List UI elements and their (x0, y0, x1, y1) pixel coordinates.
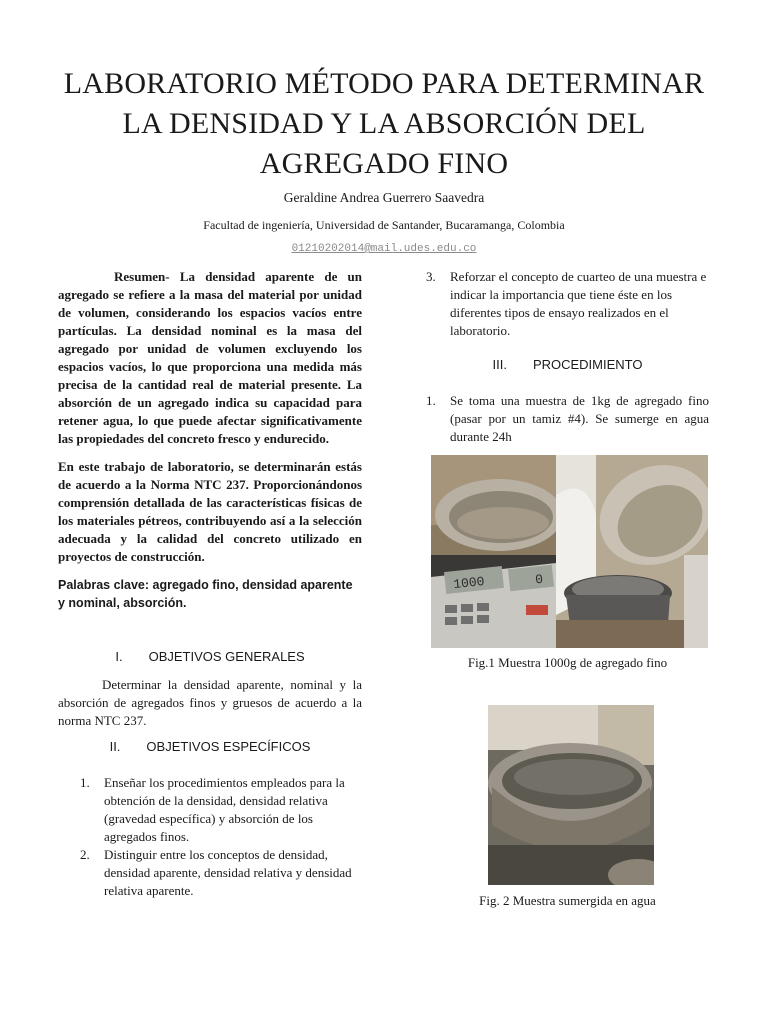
scale-display-1: 1000 (452, 573, 486, 593)
objetivos-especificos-list-continued (426, 268, 709, 340)
list-item (426, 268, 709, 340)
figure-2-caption: Fig. 2 Muestra sumergida en agua (479, 893, 656, 908)
left-column (58, 268, 362, 900)
sieve-pouring-icon (556, 455, 708, 648)
figure-1-photo-right (556, 455, 708, 648)
list-number: 3. (426, 269, 436, 284)
section-number: III. (492, 357, 507, 372)
abstract-paragraph-2: En este trabajo de laboratorio, se determinarán estás de acuerdo a la Norma NTC 237. Proporcionándonos comprensión detallada de las características físicas de los materiales pétreos, contribuyendo así a la selección adecuada y la calidad del concreto utilizado en proyectos de construcción. (58, 459, 362, 564)
figure-1-photo-left (431, 455, 556, 648)
list-item (80, 774, 362, 846)
keywords: Palabras clave: agregado fino, densidad aparente y nominal, absorción. (58, 578, 353, 610)
right-column (426, 268, 709, 446)
paper-title: LABORATORIO MÉTODO PARA DETERMINAR LA DENSIDAD Y LA ABSORCIÓN DEL AGREGADO FINO (63, 67, 705, 180)
author-name: Geraldine Andrea Guerrero Saavedra (283, 190, 485, 205)
list-item (80, 846, 362, 900)
scale-with-sample-icon (431, 455, 556, 648)
procedimiento-list (426, 392, 709, 446)
section-heading-objetivos-generales (58, 648, 362, 666)
objetivos-especificos-list (80, 774, 362, 900)
figure-1-caption: Fig.1 Muestra 1000g de agregado fino (467, 655, 668, 670)
section-title: OBJETIVOS GENERALES (148, 649, 305, 664)
figure-2-photo (488, 705, 654, 885)
list-text: Enseñar los procedimientos empleados para la obtención de la densidad, densidad relativa (gravedad específica) y absorción de los agregados finos. (104, 775, 345, 844)
section-number: II. (109, 739, 121, 754)
list-text: Se toma una muestra de 1kg de agregado fino (pasar por un tamiz #4). Se sumerge en agua durante 24h (450, 393, 709, 444)
list-item (426, 392, 709, 446)
list-number: 1. (426, 393, 436, 408)
list-text: Reforzar el concepto de cuarteo de una muestra e indicar la importancia que tiene éste en los diferentes tipos de ensayo realizados en el laboratorio. (450, 269, 707, 338)
abstract-text: La densidad aparente de un agregado se refiere a la masa del material por unidad de volumen, considerando los espacios vacíos entre partículas. La densidad nominal es la masa del agregado por unidad de volumen excluyendo los espacios vacíos, lo que proporciona una medida más precisa de la cantidad real de material presente. La absorción de un agregado indica su capacidad para retener agua, lo que puede afectar significativamente las propiedades del concreto fresco y endurecido. (58, 269, 363, 446)
section-title: OBJETIVOS ESPECÍFICOS (146, 739, 311, 754)
abstract-label: Resumen- (114, 269, 170, 284)
scale-display-2: 0 (534, 571, 544, 588)
affiliation: Facultad de ingeniería, Universidad de Santander, Bucaramanga, Colombia (203, 218, 565, 232)
section-number: I. (115, 649, 123, 664)
list-number: 2. (80, 847, 90, 862)
list-text: Distinguir entre los conceptos de densidad, densidad aparente, densidad relativa y densidad relativa aparente. (104, 847, 352, 898)
section-title: PROCEDIMIENTO (532, 357, 643, 372)
abstract (58, 268, 362, 448)
author-email[interactable] (0, 243, 768, 255)
section-heading-procedimiento (426, 356, 709, 374)
section-heading-objetivos-especificos (58, 738, 362, 756)
email-link[interactable]: 01210202014@mail.udes.edu.co (291, 243, 477, 255)
submerged-sample-icon (488, 705, 654, 885)
list-number: 1. (80, 775, 90, 790)
objetivos-generales-text: Determinar la densidad aparente, nominal y la absorción de agregados finos y gruesos de acuerdo a la norma NTC 237. (58, 677, 362, 728)
